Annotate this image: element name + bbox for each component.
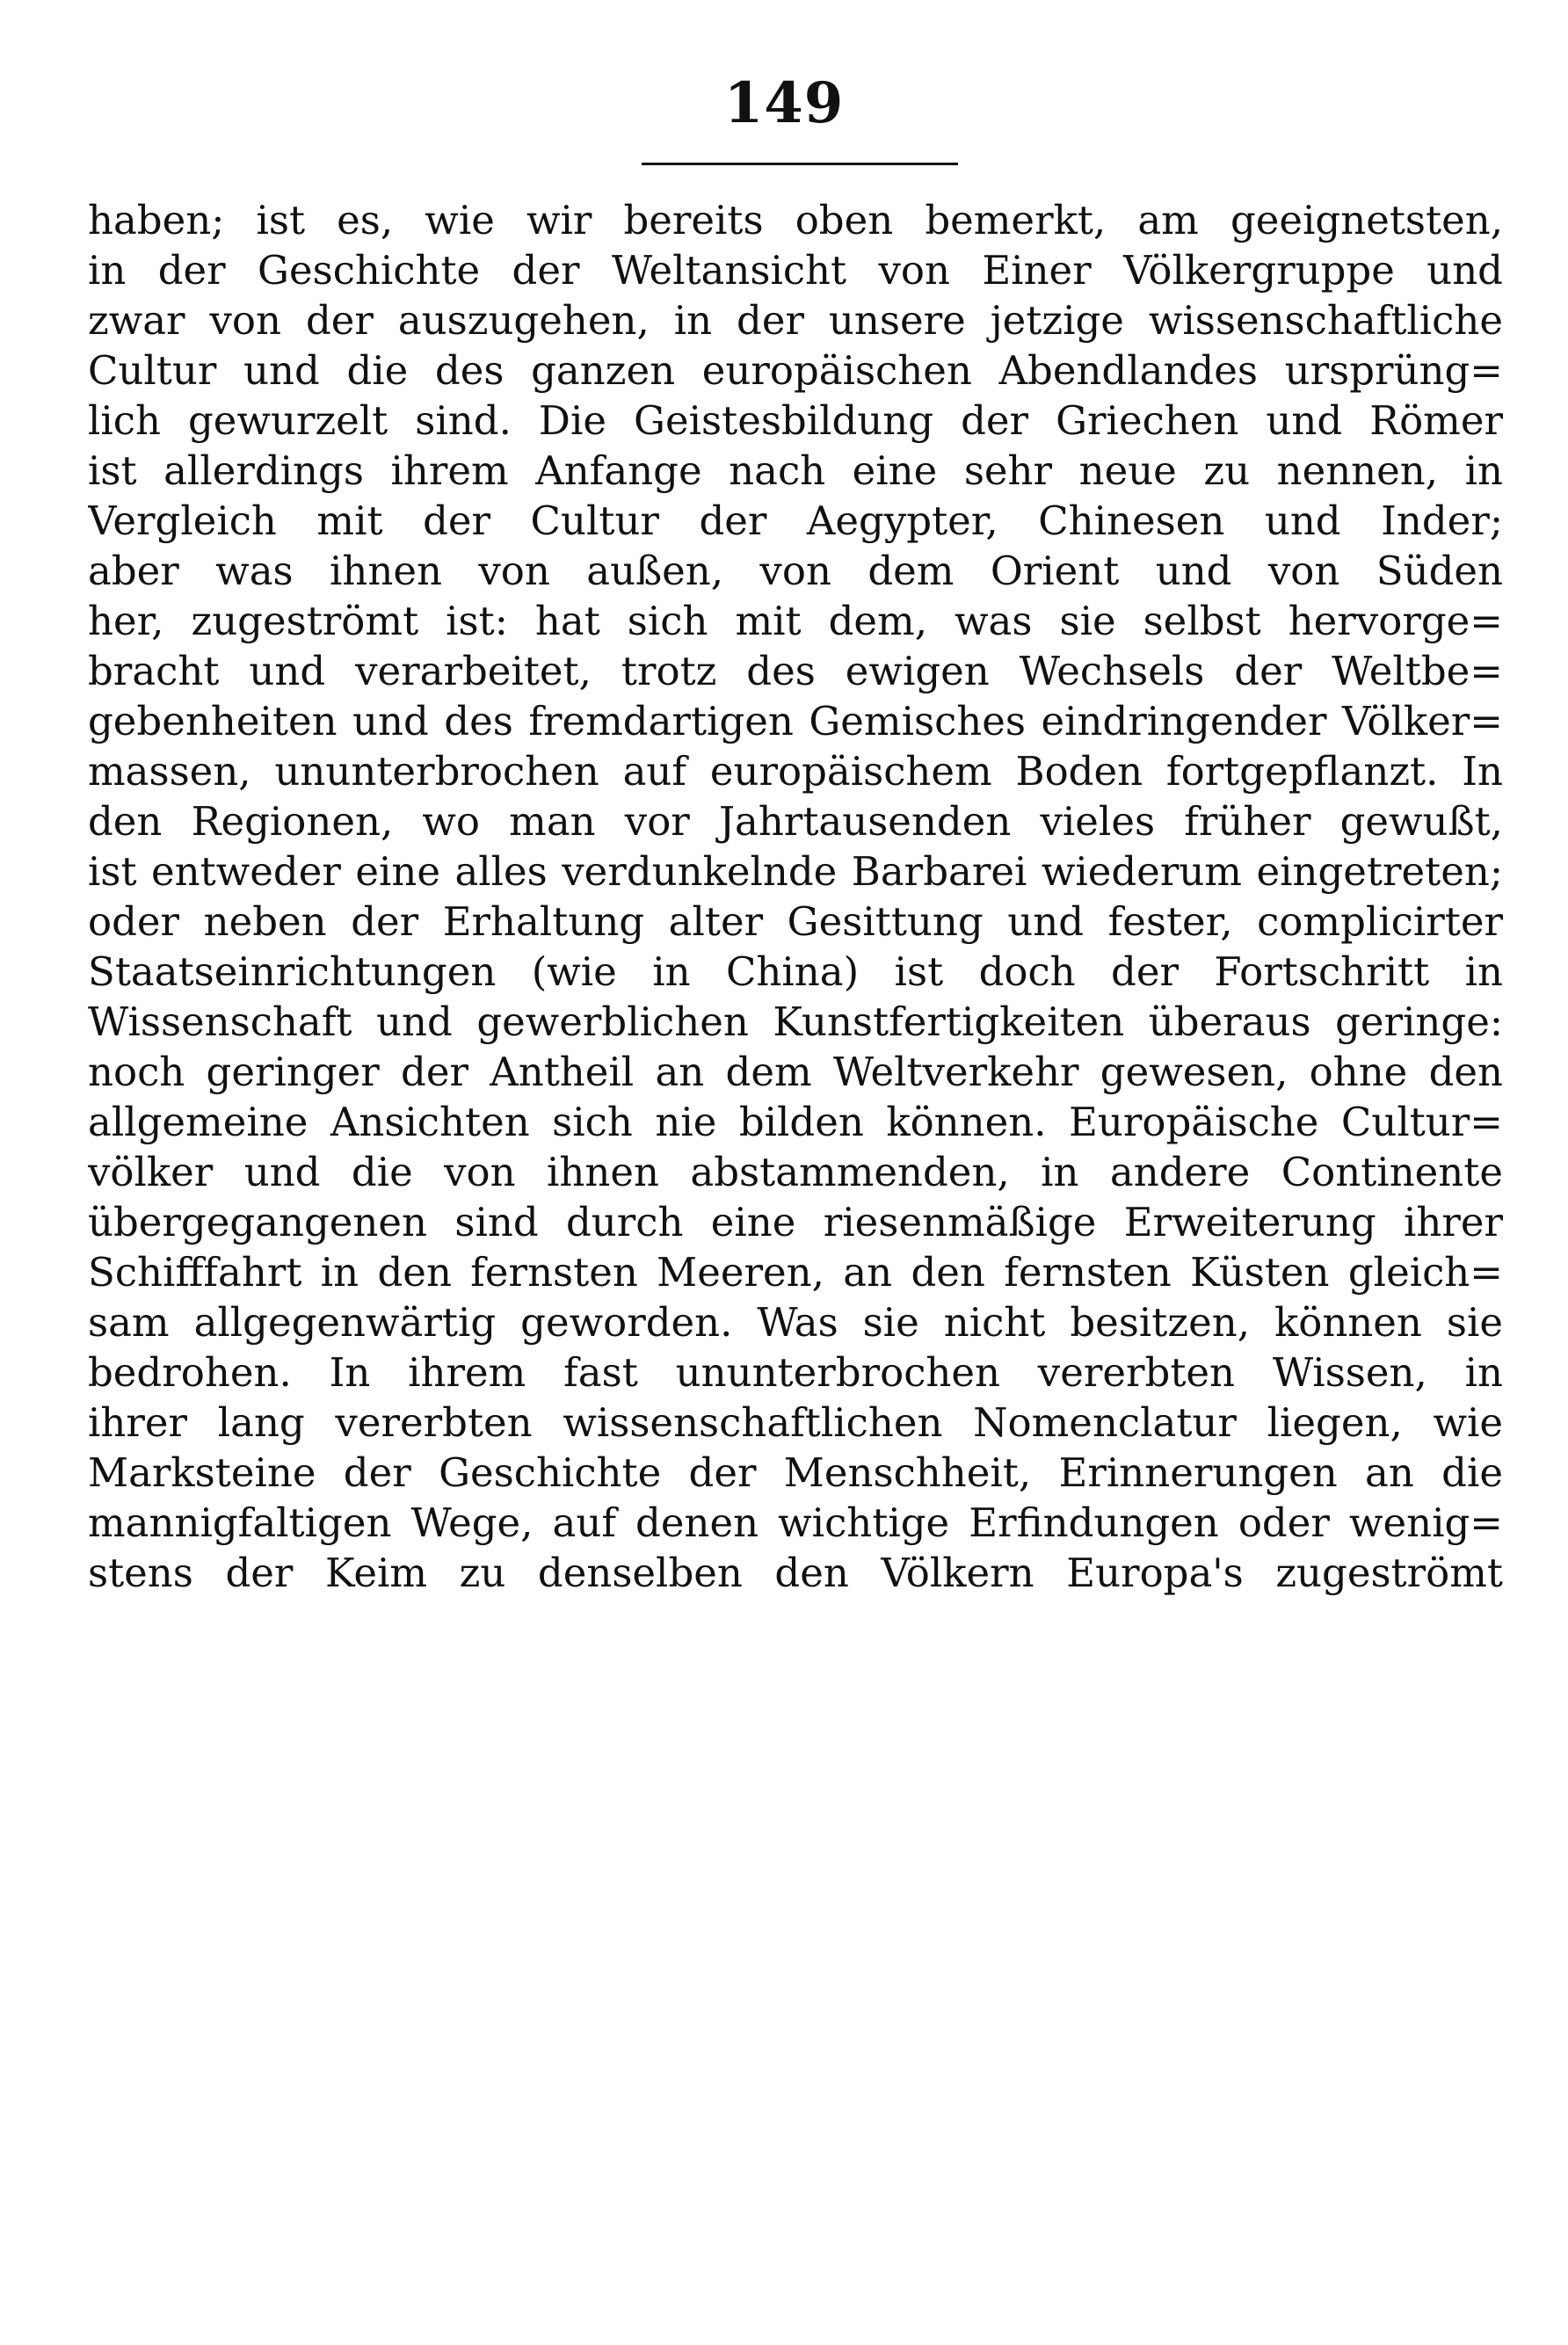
text-line: gebenheiten und des fremdartigen Gemisches eindringender Völker= [88, 698, 1503, 744]
text-line: Vergleich mit der Cultur der Aegypter, Chinesen und Inder; [88, 497, 1503, 544]
text-line: allgemeine Ansichten sich nie bilden können. Europäische Cultur= [88, 1099, 1503, 1145]
text-line: haben; ist es, wie wir bereits oben bemerkt, am geeignetsten, [88, 197, 1503, 243]
text-line: bedrohen. In ihrem fast ununterbrochen vererbten Wissen, in [88, 1349, 1503, 1396]
text-line: in der Geschichte der Weltansicht von Einer Völkergruppe und [88, 247, 1503, 294]
header-rule [642, 163, 958, 165]
text-line: lich gewurzelt sind. Die Geistesbildung der Griechen und Römer [88, 397, 1503, 444]
text-line: noch geringer der Antheil an dem Weltverkehr gewesen, ohne den [88, 1049, 1503, 1095]
text-line: oder neben der Erhaltung alter Gesittung und fester, complicirter [88, 898, 1503, 945]
text-line: sam allgegenwärtig geworden. Was sie nicht besitzen, können sie [88, 1299, 1503, 1346]
text-line: her, zugeströmt ist: hat sich mit dem, was sie selbst hervorge= [88, 598, 1503, 644]
text-line: zwar von der auszugehen, in der unsere jetzige wissenschaftliche [88, 297, 1503, 344]
text-line: Wissenschaft und gewerblichen Kunstfertigkeiten überaus geringe: [88, 998, 1503, 1045]
body-text [88, 195, 1503, 1598]
text-line: ihrer lang vererbten wissenschaftlichen Nomenclatur liegen, wie [88, 1399, 1503, 1446]
text-line: ist entweder eine alles verdunkelnde Barbarei wiederum eingetreten; [88, 848, 1503, 895]
text-line: Marksteine der Geschichte der Menschheit, Erinnerungen an die [88, 1449, 1503, 1496]
text-line: Staatseinrichtungen (wie in China) ist doch der Fortschritt in [88, 948, 1503, 995]
text-line: völker und die von ihnen abstammenden, in andere Continente [88, 1149, 1503, 1195]
text-line: Schifffahrt in den fernsten Meeren, an den fernsten Küsten gleich= [88, 1249, 1503, 1296]
page-number: 149 [723, 70, 845, 136]
text-line: bracht und verarbeitet, trotz des ewigen Wechsels der Weltbe= [88, 648, 1503, 694]
text-line: aber was ihnen von außen, von dem Orient und von Süden [88, 548, 1503, 594]
text-line: mannigfaltigen Wege, auf denen wichtige Erfindungen oder wenig= [88, 1499, 1503, 1546]
text-line: Cultur und die des ganzen europäischen Abendlandes ursprüng= [88, 347, 1503, 394]
text-line: ist allerdings ihrem Anfange nach eine sehr neue zu nennen, in [88, 447, 1503, 494]
text-line: übergegangenen sind durch eine riesenmäßige Erweiterung ihrer [88, 1199, 1503, 1245]
text-line: massen, ununterbrochen auf europäischem Boden fortgepflanzt. In [88, 748, 1503, 795]
text-line: stens der Keim zu denselben den Völkern Europa's zugeströmt [88, 1550, 1503, 1596]
text-line: den Regionen, wo man vor Jahrtausenden vieles früher gewußt, [88, 798, 1503, 845]
